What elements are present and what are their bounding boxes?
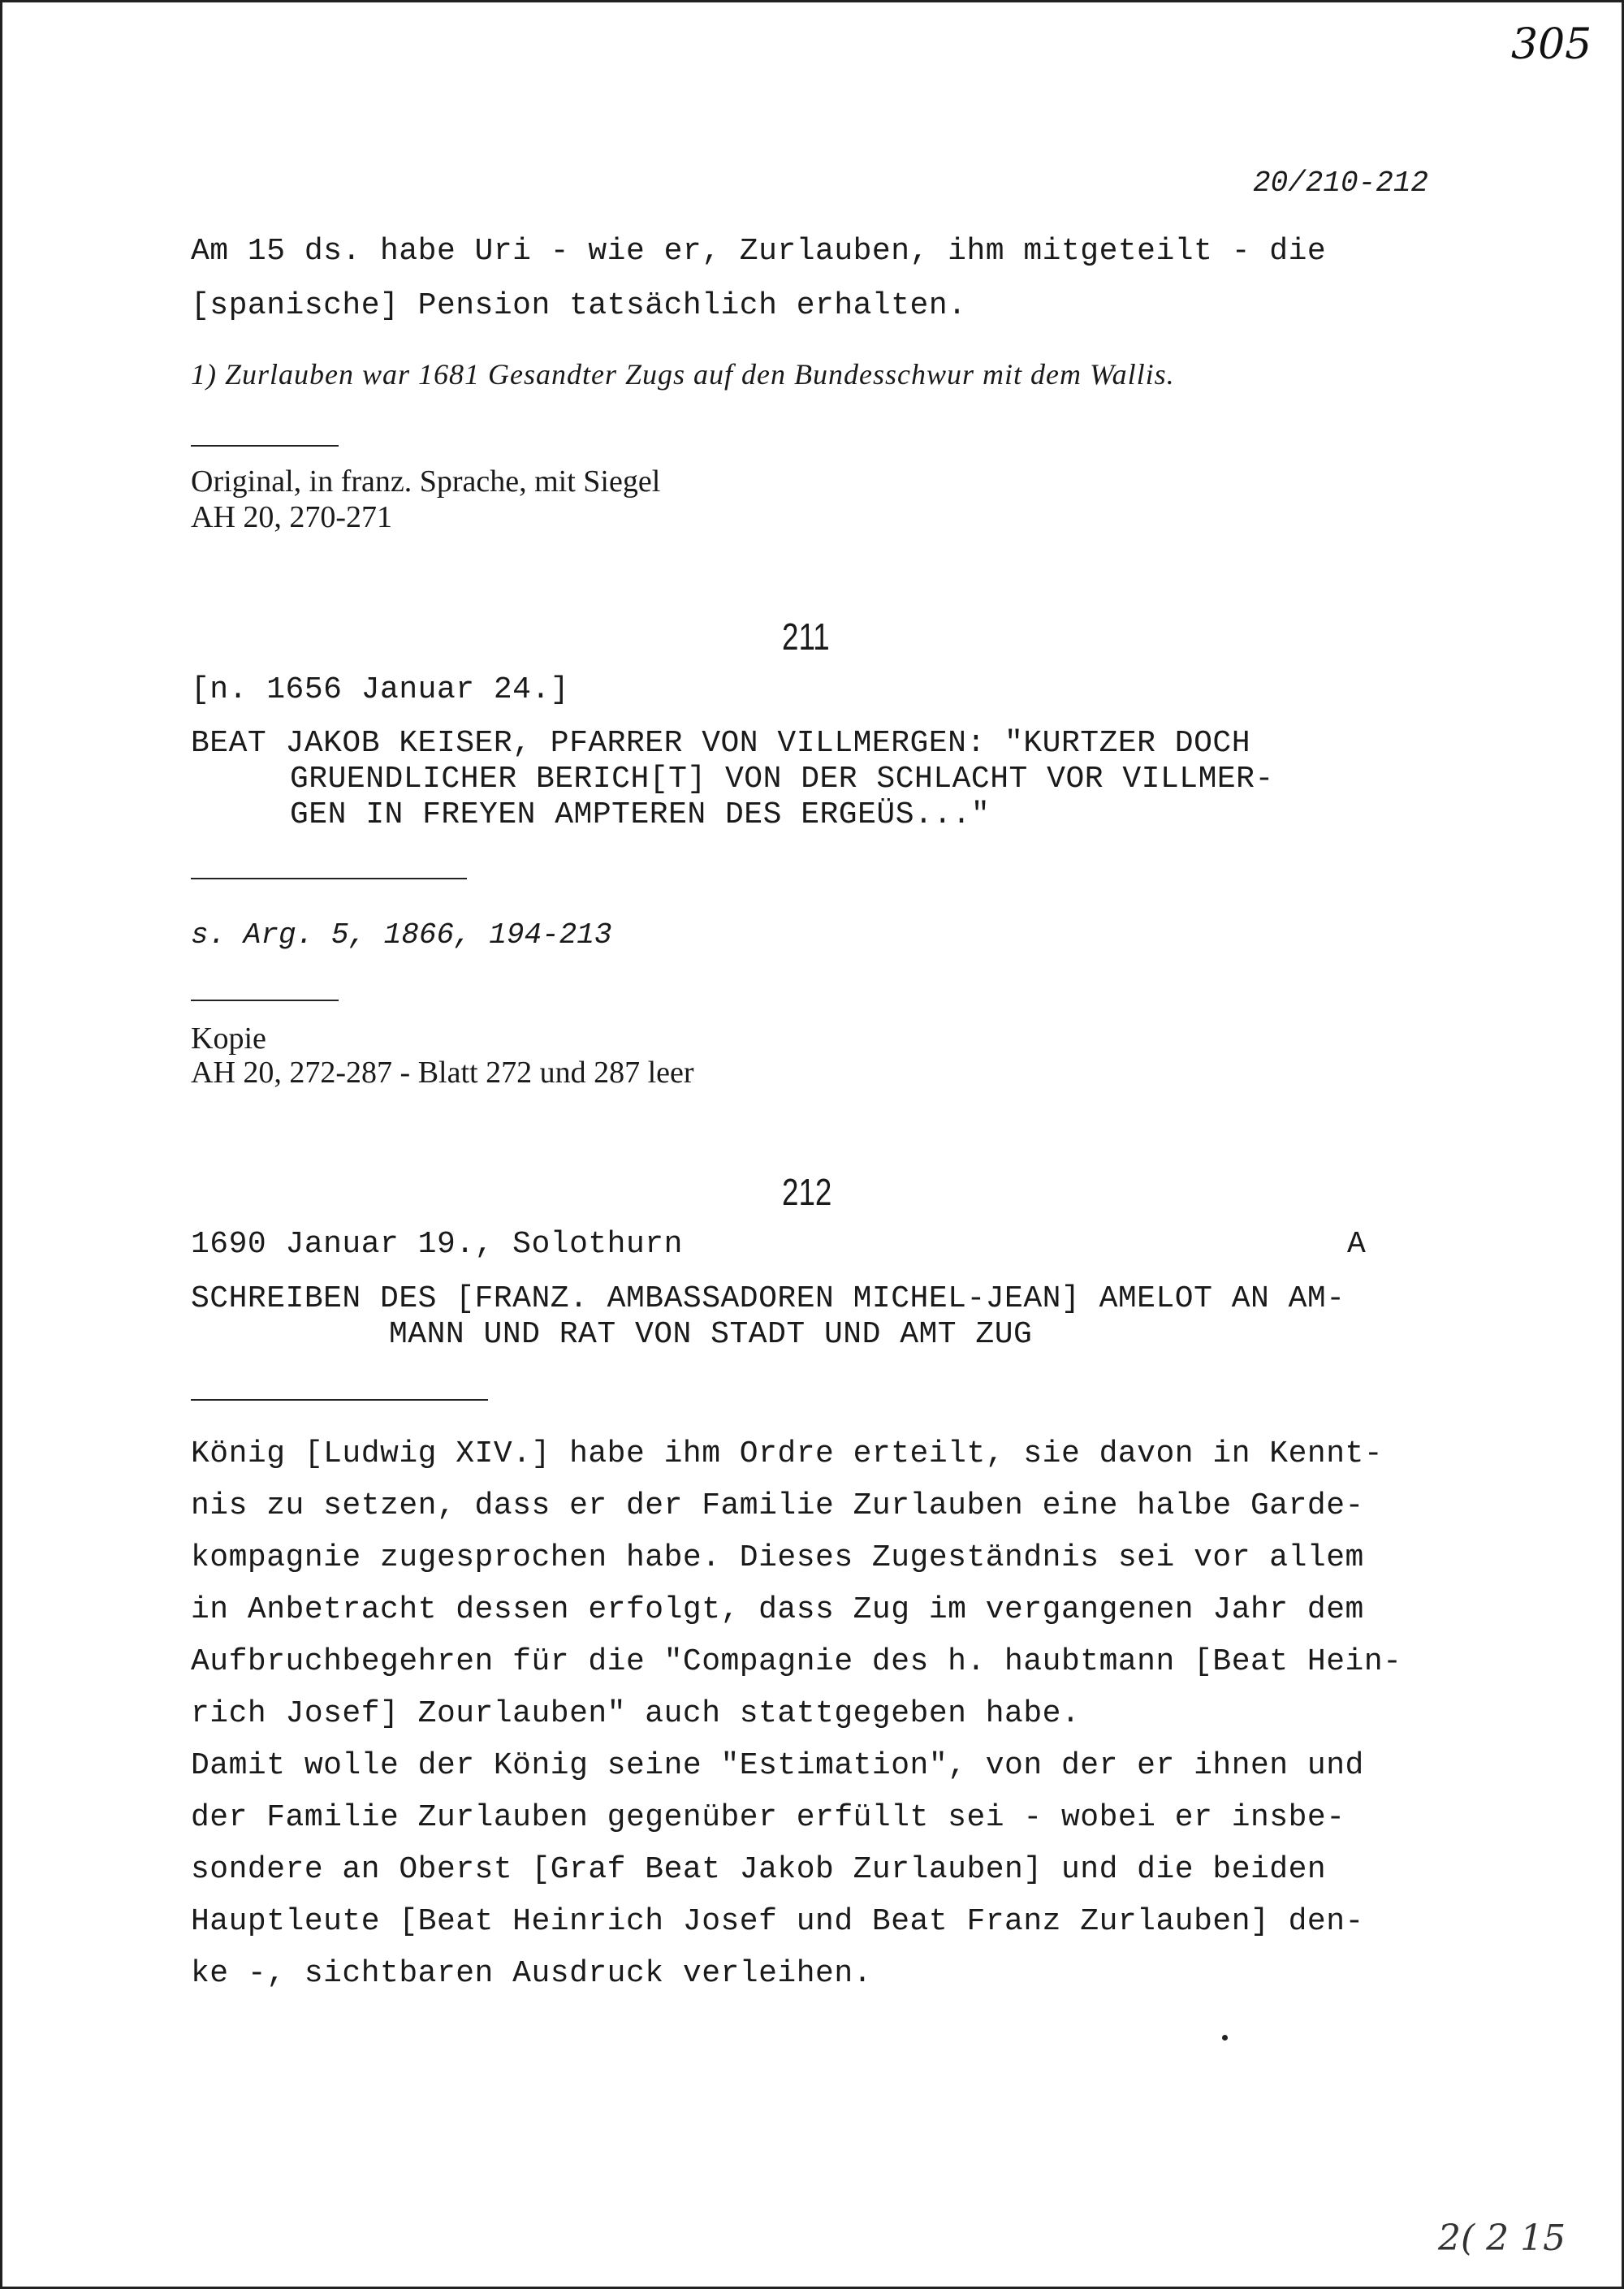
body-line: kompagnie zugesprochen habe. Dieses Zugeständnis sei vor allem xyxy=(191,1540,1364,1575)
archive-reference: 20/210-212 xyxy=(1253,166,1429,200)
doc211-title-line-3: GEN IN FREYEN AMPTEREN DES ERGEÜS..." xyxy=(290,797,991,832)
doc212-date-place: 1690 Januar 19., Solothurn xyxy=(191,1227,683,1262)
handwritten-page-number: 305 xyxy=(1511,20,1592,69)
body-line: Hauptleute [Beat Heinrich Josef und Beat Franz Zurlauben] den- xyxy=(191,1904,1364,1939)
separator-rule xyxy=(191,445,339,447)
doc211-reference: s. Arg. 5, 1866, 194-213 xyxy=(191,918,612,952)
footnote: 1) Zurlauben war 1681 Gesandter Zugs auf den Bundesschwur mit dem Wallis. xyxy=(191,358,1175,391)
body-line: König [Ludwig XIV.] habe ihm Ordre erteilt, sie davon in Kennt- xyxy=(191,1436,1384,1471)
separator-rule xyxy=(191,1399,488,1401)
body-line: ke -, sichtbaren Ausdruck verleihen. xyxy=(191,1956,872,1991)
body-line: Aufbruchbegehren für die "Compagnie des h. haubtmann [Beat Hein- xyxy=(191,1644,1402,1679)
doc211-title-line-2: GRUENDLICHER BERICH[T] VON DER SCHLACHT VOR VILLMER- xyxy=(290,762,1274,797)
handwritten-folio-number: 2( 2 15 xyxy=(1438,2218,1566,2259)
doc212-title-line-1: SCHREIBEN DES [FRANZ. AMBASSADOREN MICHEL-JEAN] AMELOT AN AM- xyxy=(191,1281,1345,1316)
source-note-line-2: AH 20, 270-271 xyxy=(191,500,393,534)
prev-text-line-2: [spanische] Pension tatsächlich erhalten. xyxy=(191,288,967,323)
doc211-title-line-1: BEAT JAKOB KEISER, PFARRER VON VILLMERGEN: "KURTZER DOCH xyxy=(191,726,1251,761)
body-line: der Familie Zurlauben gegenüber erfüllt sei - wobei er insbe- xyxy=(191,1800,1345,1835)
separator-rule xyxy=(191,1000,339,1001)
ink-dot xyxy=(1222,2035,1228,2041)
body-line: sondere an Oberst [Graf Beat Jakob Zurlauben] und die beiden xyxy=(191,1852,1327,1887)
body-line: Damit wolle der König seine "Estimation", von der er ihnen und xyxy=(191,1748,1364,1783)
separator-rule xyxy=(191,878,467,879)
doc212-title-line-2: MANN UND RAT VON STADT UND AMT ZUG xyxy=(389,1317,1033,1352)
body-line: rich Josef] Zourlauben" auch stattgegeben habe. xyxy=(191,1696,1081,1731)
body-line: nis zu setzen, dass er der Familie Zurlauben eine halbe Garde- xyxy=(191,1488,1364,1523)
body-line: in Anbetracht dessen erfolgt, dass Zug im vergangenen Jahr dem xyxy=(191,1592,1364,1627)
doc211-source-line-2: AH 20, 272-287 - Blatt 272 und 287 leer xyxy=(191,1056,694,1090)
doc212-body xyxy=(191,1428,1402,2000)
document-number-212: 212 xyxy=(782,1171,832,1213)
document-number-211: 211 xyxy=(782,615,830,658)
prev-text-line-1: Am 15 ds. habe Uri - wie er, Zurlauben, ihm mitgeteilt - die xyxy=(191,234,1327,269)
doc212-letter: A xyxy=(1347,1227,1367,1262)
doc211-source-line-1: Kopie xyxy=(191,1021,266,1056)
source-note-line-1: Original, in franz. Sprache, mit Siegel xyxy=(191,464,661,499)
doc211-date: [n. 1656 Januar 24.] xyxy=(191,672,570,707)
